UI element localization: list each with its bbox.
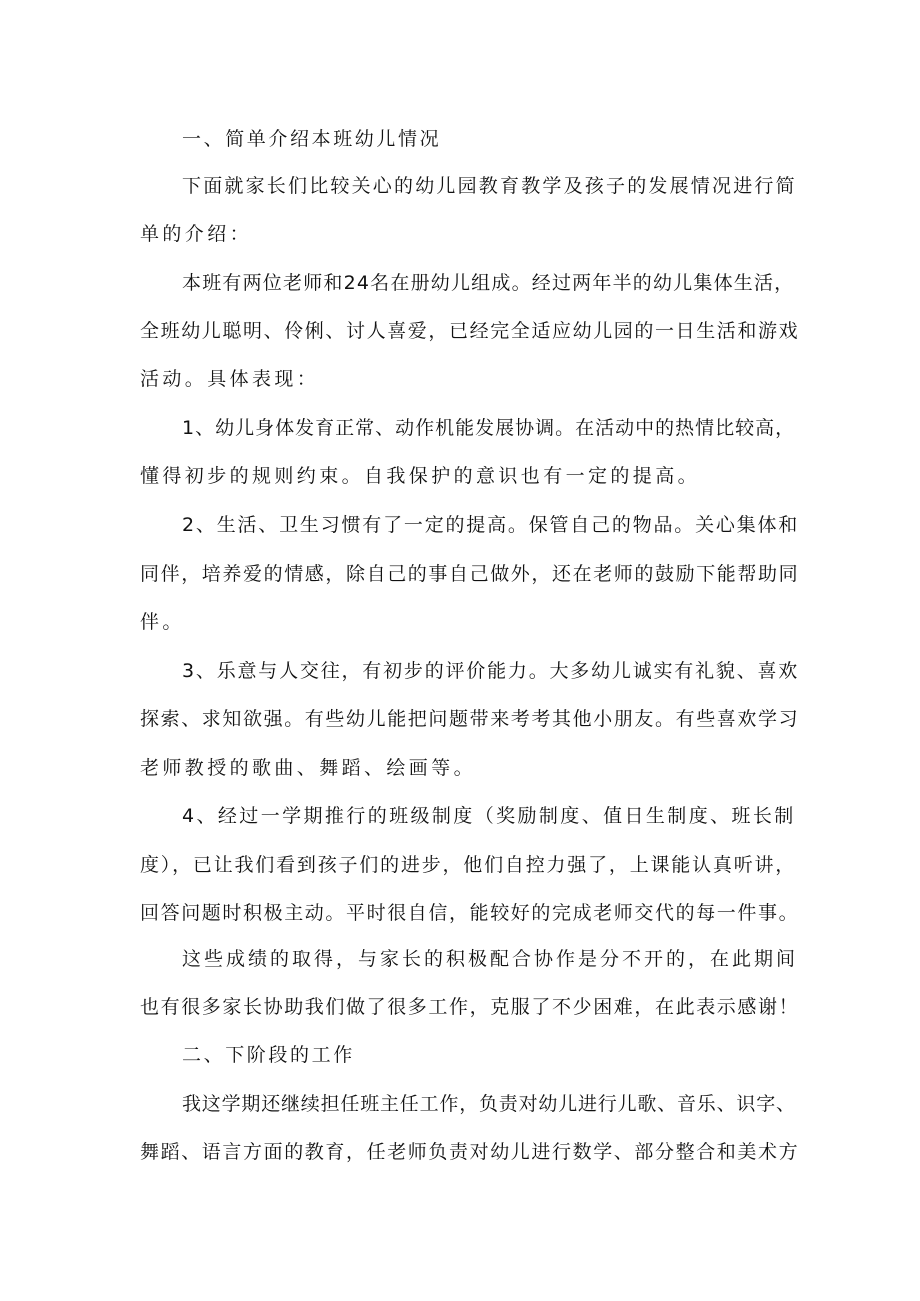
intro-paragraph-line-2: 单的介绍： [140,223,253,245]
item-4-line-2: 度），已让我们看到孩子们的进步，他们自控力强了，上课能认真听讲， [140,854,797,876]
item-1-line-2: 懂得初步的规则约束。自我保护的意识也有一定的提高。 [140,465,701,487]
item-3-line-3: 老师教授的歌曲、舞蹈、绘画等。 [140,757,477,779]
thanks-paragraph-line-2: 也有很多家长协助我们做了很多工作，克服了不少困难，在此表示感谢！ [140,996,800,1018]
section-heading-1: 一、简单介绍本班幼儿情况 [182,128,442,150]
intro-paragraph-line-1: 下面就家长们比较关心的幼儿园教育教学及孩子的发展情况进行简 [182,175,797,197]
thanks-paragraph-line-1: 这些成绩的取得，与家长的积极配合协作是分不开的，在此期间 [182,948,799,970]
item-3-line-1: 3、乐意与人交往，有初步的评价能力。大多幼儿诚实有礼貌、喜欢 [182,660,800,682]
overview-paragraph-line-3: 活动。具体表现： [140,368,320,390]
item-1-line-1: 1、幼儿身体发育正常、动作机能发展协调。在活动中的热情比较高， [182,417,796,439]
section-heading-2: 二、下阶段的工作 [182,1044,355,1066]
item-4-line-3: 回答问题时积极主动。平时很自信，能较好的完成老师交代的每一件事。 [140,902,800,924]
work-paragraph-line-1: 我这学期还继续担任班主任工作，负责对幼儿进行儿歌、音乐、识字、 [182,1093,796,1115]
item-4-line-1: 4、经过一学期推行的班级制度（奖励制度、值日生制度、班长制 [182,805,796,827]
work-paragraph-line-2: 舞蹈、语言方面的教育，任老师负责对幼儿进行数学、部分整合和美术方 [140,1141,800,1163]
overview-paragraph-line-1: 本班有两位老师和24名在册幼儿组成。经过两年半的幼儿集体生活， [182,272,795,294]
overview-paragraph-line-2: 全班幼儿聪明、伶俐、讨人喜爱，已经完全适应幼儿园的一日生活和游戏 [140,320,800,342]
item-2-line-3: 伴。 [140,611,185,633]
item-3-line-2: 探索、求知欲强。有些幼儿能把问题带来考考其他小朋友。有些喜欢学习 [140,708,800,730]
item-2-line-1: 2、生活、卫生习惯有了一定的提高。保管自己的物品。关心集体和 [182,514,800,536]
item-2-line-2: 同伴，培养爱的情感，除自己的事自己做外，还在老师的鼓励下能帮助同 [140,563,800,585]
